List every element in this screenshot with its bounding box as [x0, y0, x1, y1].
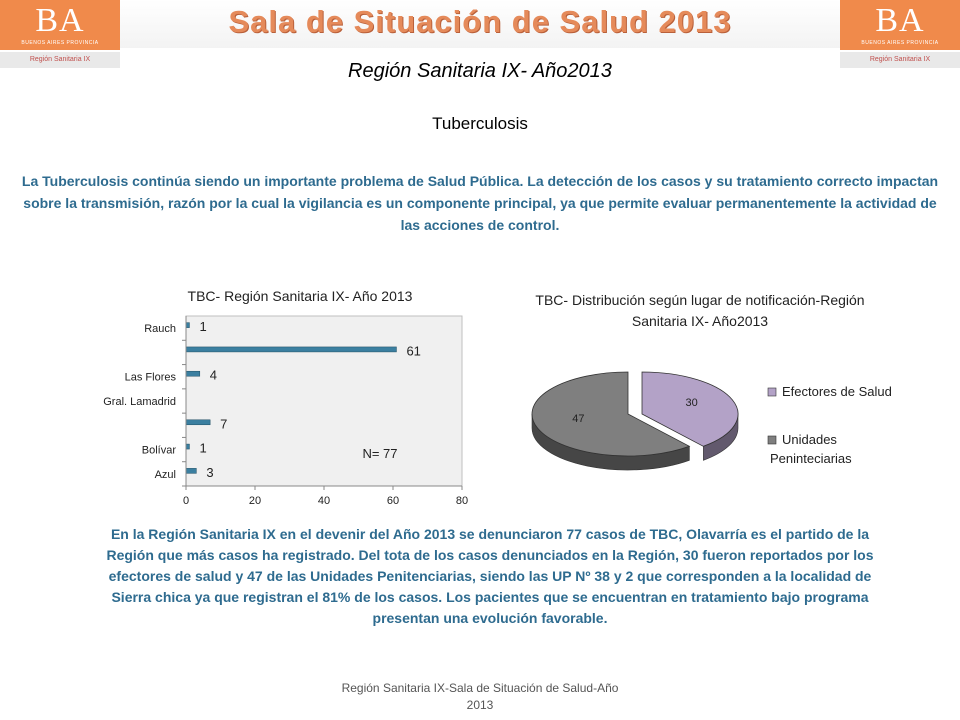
pie-chart-title: TBC- Distribución según lugar de notificación-Región Sanitaria IX- Año2013 [535, 292, 865, 329]
legend-label: Efectores de Salud [782, 384, 892, 399]
intro-paragraph: La Tuberculosis continúa siendo un importante problema de Salud Pública. La detección de los casos y su tratamiento correcto impactan sobre la transmisión, razón por la cual la vigilancia es un componente principal, ya que permite evaluar permanentemente la actividad de las acciones de control. [21, 173, 939, 233]
section-title: Tuberculosis [432, 114, 528, 133]
x-tick-label: 80 [455, 495, 469, 507]
logo-region: Región Sanitaria IX [0, 52, 120, 68]
pie-data-label: 30 [685, 397, 698, 410]
summary-paragraph: En la Región Sanitaria IX en el devenir del Año 2013 se denunciaron 77 casos de TBC, Olavarría es el partido de la Región que más casos ha registrado. Del tota de los casos denunciados en la Región, 30 fueron reportados por los efectores de salud y 47 de las Unidades Penitenciarias, siendo las UP Nº 38 y 2 que corresponden a la localidad de Sierra chica ya que registran el 81% de los casos. Los pacientes que se encuentran en tratamiento bajo programa presentan una evolución favorable. [106, 526, 874, 626]
bar [186, 468, 196, 473]
data-label: 1 [199, 319, 207, 335]
legend-label: Peninteciarias [770, 451, 852, 466]
y-tick-label: Azul [154, 468, 176, 481]
logo-subtext: BUENOS AIRES PROVINCIA [861, 40, 939, 46]
x-tick-label: 60 [386, 495, 400, 507]
plot-area [186, 316, 462, 486]
legend-swatch [768, 436, 776, 444]
data-label: 7 [220, 416, 228, 432]
x-tick-label: 20 [248, 495, 262, 507]
data-label: 3 [206, 464, 214, 480]
data-label: 4 [209, 367, 218, 383]
y-tick-label: Las Flores [124, 371, 176, 384]
bar [186, 323, 189, 328]
legend-swatch [768, 388, 776, 396]
logo-text: BA [35, 2, 85, 39]
data-label: 1 [199, 440, 207, 456]
y-tick-label: Bolívar [141, 444, 176, 457]
pie-chart [510, 352, 930, 502]
y-tick-label: Rauch [144, 323, 176, 336]
bar [186, 420, 210, 425]
annotation: N= 77 [362, 446, 398, 461]
header-banner [120, 0, 840, 48]
logo-subtext: BUENOS AIRES PROVINCIA [21, 40, 99, 46]
pie-data-label: 47 [572, 412, 585, 425]
logo-left [0, 0, 120, 68]
bar [186, 371, 200, 376]
bar [186, 444, 189, 449]
footer-text: Región Sanitaria IX-Sala de Situación de Salud-Año 2013 [341, 681, 619, 712]
legend-label: Unidades [782, 432, 837, 447]
banner-title: Sala de Situación de Salud 2013 [228, 4, 732, 39]
bar [186, 347, 396, 352]
y-tick-label: Gral. Lamadrid [103, 396, 176, 408]
logo-region: Región Sanitaria IX [840, 52, 960, 68]
x-tick-label: 40 [317, 495, 331, 507]
x-tick-label: 0 [182, 495, 190, 507]
logo-right [840, 0, 960, 68]
bar-chart-title: TBC- Región Sanitaria IX- Año 2013 [187, 288, 413, 304]
bar-chart [0, 310, 480, 510]
data-label: 61 [406, 343, 421, 359]
page-subtitle: Región Sanitaria IX- Año2013 [348, 60, 612, 82]
logo-text: BA [875, 2, 925, 39]
